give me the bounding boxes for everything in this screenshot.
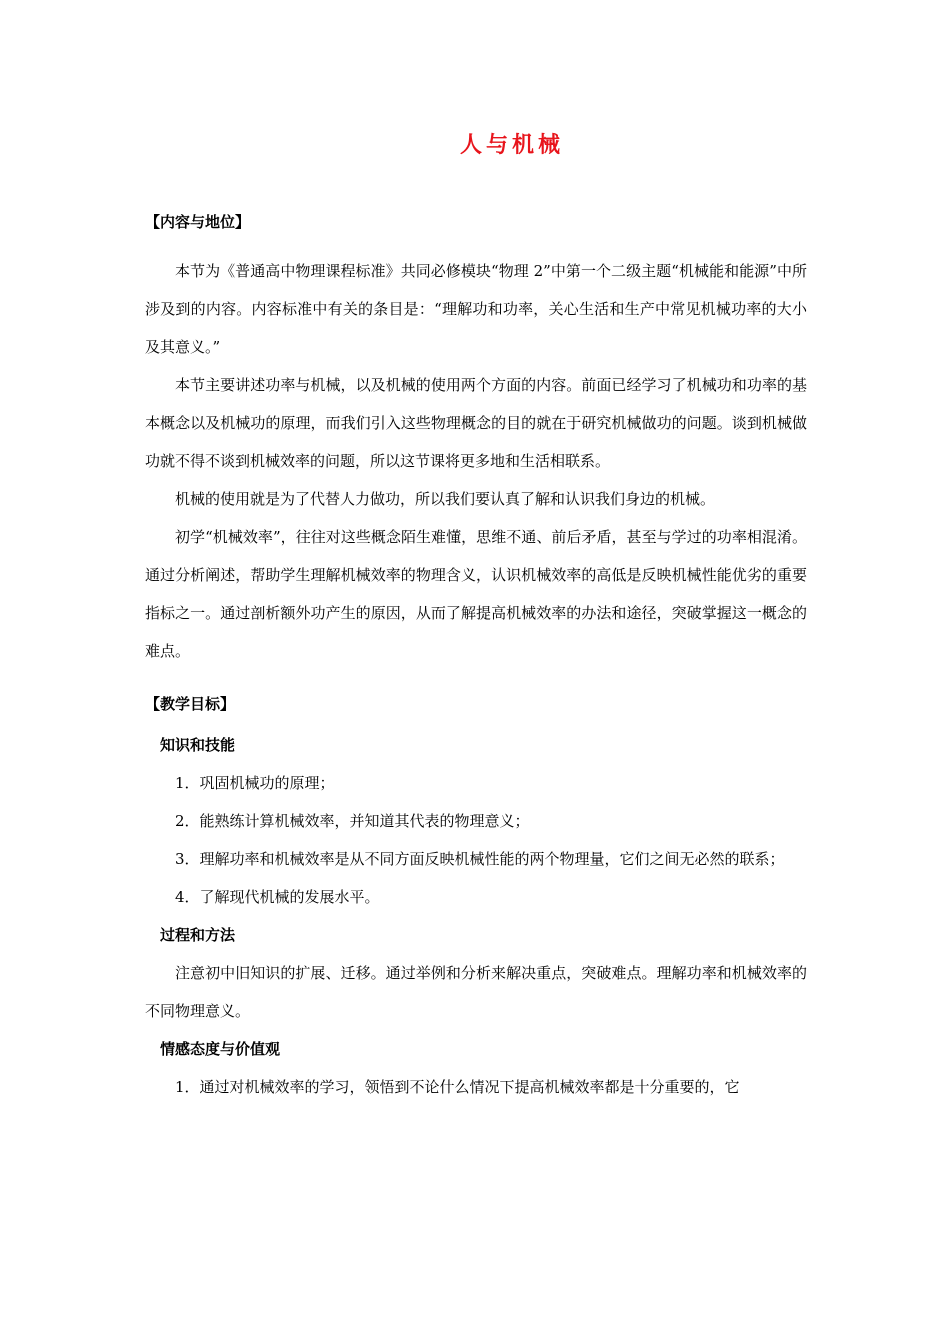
list-item: 2．能熟练计算机械效率，并知道其代表的物理意义； bbox=[175, 812, 530, 830]
section-heading-teaching-goals: 【教学目标】 bbox=[145, 695, 236, 713]
list-item: 4．了解现代机械的发展水平。 bbox=[175, 888, 380, 906]
paragraph: 注意初中旧知识的扩展、迁移。通过举例和分析来解决重点，突破难点。理解功率和机械效率的不同物理意义。 bbox=[145, 964, 807, 1020]
paragraph: 初学“机械效率”，往往对这些概念陌生难懂，思维不通、前后矛盾，甚至与学过的功率相混淆。通过分析阐述，帮助学生理解机械效率的物理含义，认识机械效率的高低是反映机械性能优劣的重要指标之一。通过剖析额外功产生的原因，从而了解提高机械效率的办法和途径，突破掌握这一概念的难点。 bbox=[145, 528, 807, 660]
list-item: 3．理解功率和机械效率是从不同方面反映机械性能的两个物理量，它们之间无必然的联系； bbox=[175, 850, 785, 868]
document-body bbox=[145, 200, 807, 1106]
paragraph: 机械的使用就是为了代替人力做功，所以我们要认真了解和认识我们身边的机械。 bbox=[175, 490, 716, 508]
list-item: 1．通过对机械效率的学习，领悟到不论什么情况下提高机械效率都是十分重要的，它 bbox=[175, 1078, 740, 1096]
paragraph: 本节为《普通高中物理课程标准》共同必修模块“物理 2”中第一个二级主题“机械能和能源”中所涉及到的内容。内容标准中有关的条目是：“理解功和功率，关心生活和生产中常见机械功率的大小及其意义。” bbox=[145, 262, 807, 356]
subsection-heading-knowledge-skills: 知识和技能 bbox=[160, 736, 236, 754]
paragraph: 本节主要讲述功率与机械，以及机械的使用两个方面的内容。前面已经学习了机械功和功率的基本概念以及机械功的原理，而我们引入这些物理概念的目的就在于研究机械做功的问题。谈到机械做功就不得不谈到机械效率的问题，所以这节课将更多地和生活相联系。 bbox=[145, 376, 807, 470]
page-title: 人与机械 bbox=[459, 133, 564, 158]
list-item: 1．巩固机械功的原理； bbox=[175, 774, 335, 792]
subsection-heading-process-method: 过程和方法 bbox=[160, 926, 236, 944]
subsection-heading-attitude-values: 情感态度与价值观 bbox=[160, 1040, 281, 1058]
section-heading-content-position: 【内容与地位】 bbox=[145, 213, 251, 231]
